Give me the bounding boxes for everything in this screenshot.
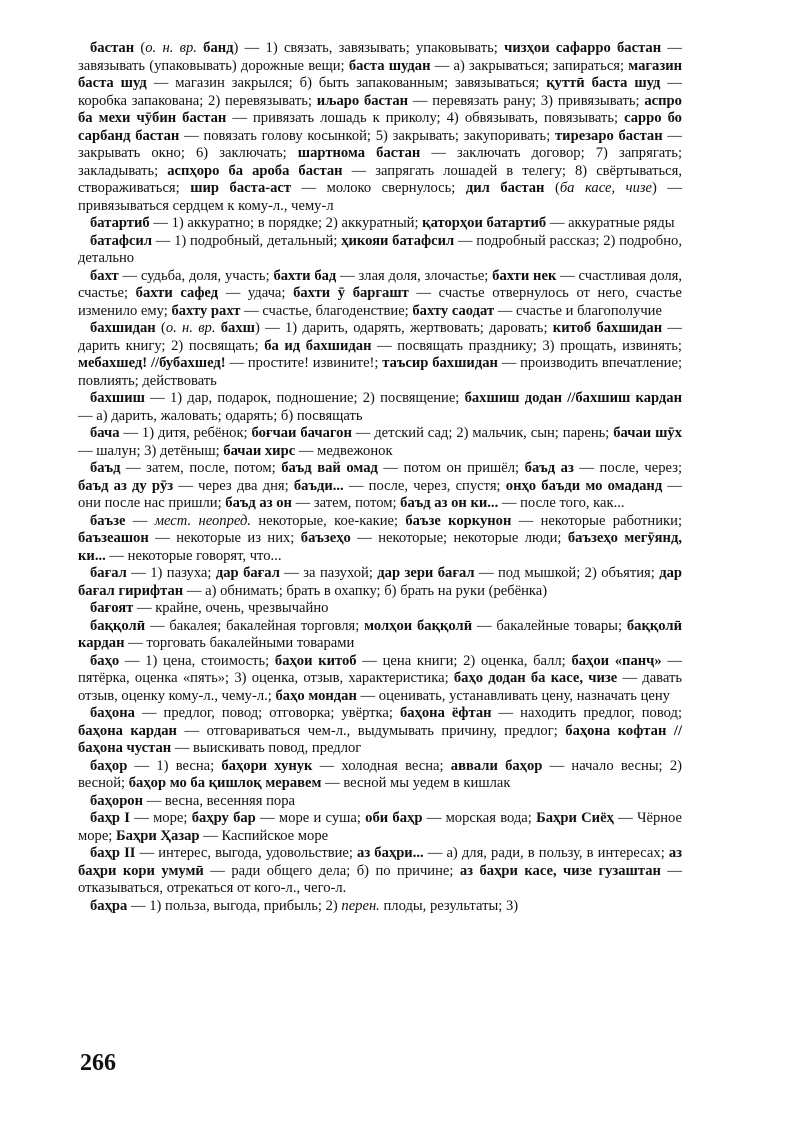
- dictionary-entry: баҳорон — весна, весенняя пора: [90, 792, 295, 809]
- dictionary-entry: баъзе — мест. неопред. некоторые, кое-какие; баъзе коркунон — некоторые работники; баъзеашон — некоторые из них; баъзеҳо — некоторые; некоторые люди; баъзеҳо мегӯянд, ки... — некоторые говорят, что...: [78, 512, 682, 564]
- dictionary-entry: баҳор — 1) весна; баҳори хунук — холодная весна; аввали баҳор — начало весны; 2) весной; баҳор мо ба қишлоқ меравем — весной мы уедем в кишлак: [78, 757, 682, 791]
- entry-list: [78, 40, 682, 915]
- dictionary-entry: бахшидан (о. н. вр. бахш) — 1) дарить, одарять, жертвовать; даровать; китоб бахшидан — дарить книгу; 2) посвящать; ба ид бахшидан — посвящать празднику; 3) прощать, извинять; мебахшед! //бубахшед! — простите! извините!; таъсир бахшидан — производить впечатление; повлиять; действовать: [78, 320, 683, 389]
- dictionary-entry: баҳра — 1) польза, выгода, прибыль; 2) перен. плоды, результаты; 3): [90, 897, 519, 914]
- dictionary-entry: баъд — затем, после, потом; баъд вай омад — потом он пришёл; баъд аз — после, через; баъд аз ду рӯз — через два дня; баъди... — после, через, спустя; онҳо баъди мо омаданд — они после нас пришли; баъд аз он — затем, потом; баъд аз он ки... — после того, как...: [78, 460, 683, 511]
- dictionary-entry: батафсил — 1) подробный, детальный; ҳикояи батафсил — подробный рассказ; 2) подробно, детально: [78, 232, 682, 266]
- dictionary-entry: бахт — судьба, доля, участь; бахти бад — злая доля, злочастье; бахти нек — счастливая доля, счастье; бахти сафед — удача; бахти ӯ баргашт — счастье отвернулось от него, счастье изменило ему; бахту рахт — счастье, благоденствие; бахту саодат — счастье и благополучие: [78, 267, 682, 319]
- dictionary-entry: баҳо — 1) цена, стоимость; баҳои китоб — цена книги; 2) оценка, балл; баҳои «панҷ» — пятёрка, оценка «пять»; 3) оценка, отзыв, характеристика; баҳо додан ба касе, чизе — давать отзыв, оценку кому-л., чему-л.; баҳо мондан — оценивать, устанавливать цену, назначать цену: [78, 652, 683, 704]
- dictionary-entry: баҳр I — море; баҳру бар — море и суша; оби баҳр — морская вода; Баҳри Сиёҳ — Чёрное море; Баҳри Ҳазар — Каспийское море: [78, 810, 682, 844]
- dictionary-entry: бахшиш — 1) дар, подарок, подношение; 2) посвящение; бахшиш додан //бахшиш кардан — а) дарить, жаловать; одарять; б) посвящать: [78, 390, 682, 424]
- dictionary-entry: баққолӣ — бакалея; бакалейная торговля; молҳои баққолӣ — бакалейные товары; баққолӣ кардан — торговать бакалейными товарами: [78, 617, 682, 651]
- dictionary-entry: батартиб — 1) аккуратно; в порядке; 2) аккуратный; қаторҳои батартиб — аккуратные ряды: [90, 215, 675, 231]
- page-number: 266: [80, 1050, 116, 1076]
- dictionary-entry: бағоят — крайне, очень, чрезвычайно: [90, 600, 329, 616]
- dictionary-entry: бастан (о. н. вр. банд) — 1) связать, завязывать; упаковывать; чизҳои сафарро бастан — завязывать (упаковывать) дорожные вещи; баста шудан — а) закрываться; запираться; магазин баста шуд — магазин закрылся; б) быть запакованным; завязываться; қуттӣ баста шуд — коробка запакована; 2) перевязывать; иљаро бастан — перевязать рану; 3) привязывать; аспро ба мехи чӯбин бастан — привязать лошадь к приколу; 4) обвязывать, повязывать; сарро бо сарбанд бастан — повязать голову косынкой; 5) закрывать; закупоривать; тирезаро бастан — закрывать окно; 6) заключать; шартнома бастан — заключать договор; 7) запрягать; закладывать; аспҳоро ба ароба бастан — запрягать лошадей в телегу; 8) свёртываться, створаживаться; шир баста-аст — молоко свернулось; дил бастан (ба касе, чизе) — привязываться сердцем к кому-л., чему-л: [78, 40, 683, 214]
- dictionary-entry: баҳона — предлог, повод; отговорка; увёртка; баҳона ёфтан — находить предлог, повод; баҳона кардан — отговариваться чем-л., выдумывать причину, предлог; баҳона кофтан //баҳона чустан — выискивать повод, предлог: [78, 705, 683, 756]
- dictionary-entry: бача — 1) дитя, ребёнок; боғчаи бачагон — детский сад; 2) мальчик, сын; парень; бачаи шӯх — шалун; 3) детёныш; бачаи хирс — медвежонок: [78, 425, 683, 459]
- dictionary-entry: баҳр II — интерес, выгода, удовольствие; аз баҳри... — а) для, ради, в пользу, в интересах; аз баҳри кори умумӣ — ради общего дела; б) по причине; аз баҳри касе, чизе гузаштан — отказываться, отрекаться от кого-л., чего-л.: [78, 845, 683, 896]
- dictionary-entry: бағал — 1) пазуха; дар бағал — за пазухой; дар зери бағал — под мышкой; 2) объятия; дар бағал гирифтан — а) обнимать; брать в охапку; б) брать на руки (ребёнка): [78, 565, 682, 599]
